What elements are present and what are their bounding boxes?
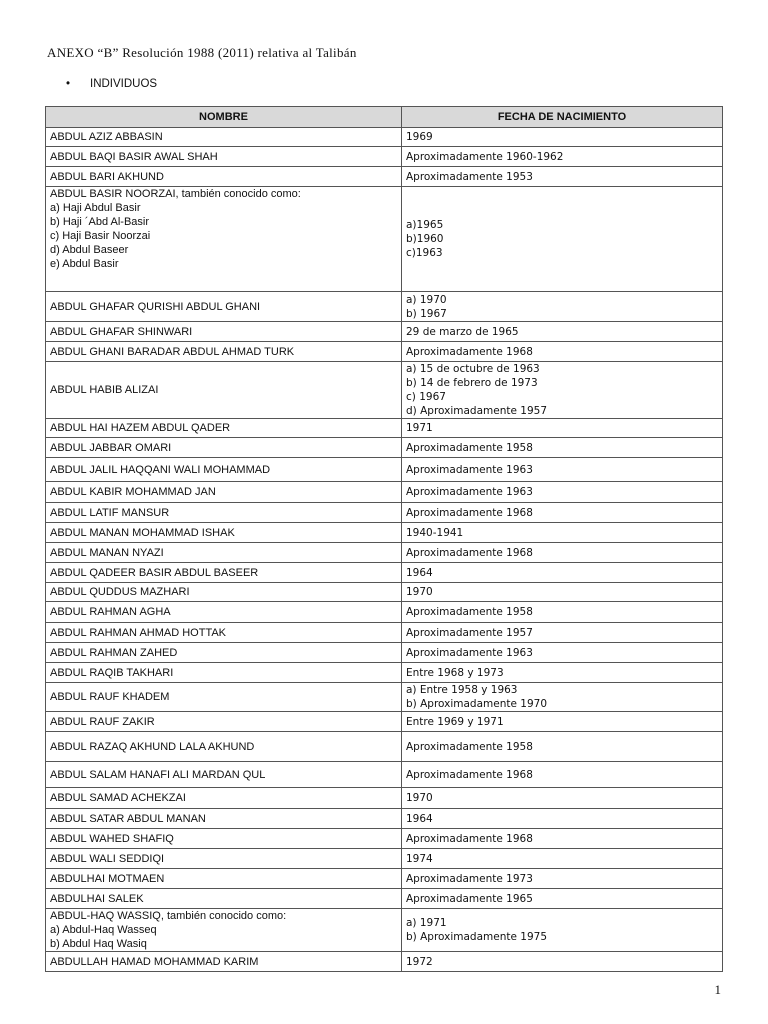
name-line: ABDUL SAMAD ACHEKZAI [50, 792, 186, 804]
table-row [46, 523, 723, 543]
table-row [46, 147, 723, 167]
birthdate-cell [402, 683, 723, 712]
table-row [46, 128, 723, 147]
table-row [46, 482, 723, 503]
table-row [46, 503, 723, 523]
name-cell [46, 643, 402, 663]
birthdate-cell [402, 762, 723, 788]
table-row [46, 419, 723, 438]
birthdate-cell [402, 788, 723, 809]
birthdate-line: a)1965 [406, 219, 444, 231]
birthdate-line: Aproximadamente 1973 [406, 872, 533, 885]
table-row [46, 849, 723, 869]
birthdate-line: Aproximadamente 1968 [406, 546, 533, 559]
name-cell [46, 909, 402, 952]
name-cell [46, 712, 402, 732]
name-line: ABDUL LATIF MANSUR [50, 506, 170, 519]
section-heading [66, 78, 157, 90]
birthdate-line: b) 1967 [406, 307, 447, 320]
column-header-name: NOMBRE [46, 107, 402, 128]
name-line: ABDUL MANAN MOHAMMAD ISHAK [50, 526, 235, 539]
name-line: ABDUL JABBAR OMARI [50, 441, 172, 454]
birthdate-cell [402, 292, 723, 322]
birthdate-line: 1964 [406, 812, 433, 825]
birthdate-line: Aproximadamente 1963 [406, 463, 533, 476]
name-line: ABDUL AZIZ ABBASIN [50, 131, 163, 143]
birthdate-line: 1970 [406, 792, 433, 804]
name-cell [46, 663, 402, 683]
name-line: e) Abdul Basir [50, 258, 119, 270]
name-cell [46, 523, 402, 543]
name-cell [46, 602, 402, 623]
table-row [46, 543, 723, 563]
name-line: b) Abdul Haq Wasiq [50, 938, 147, 950]
name-line: ABDUL WAHED SHAFIQ [50, 832, 174, 845]
birthdate-line: Entre 1968 y 1973 [406, 666, 504, 679]
birthdate-cell [402, 909, 723, 952]
name-line: ABDUL BAQI BASIR AWAL SHAH [50, 150, 218, 163]
name-cell [46, 809, 402, 829]
birthdate-cell [402, 732, 723, 762]
birthdate-line: Aproximadamente 1958 [406, 441, 533, 454]
birthdate-line: b) 14 de febrero de 1973 [406, 377, 538, 389]
birthdate-cell [402, 147, 723, 167]
name-line: ABDUL BASIR NOORZAI, también conocido como: [50, 188, 301, 200]
name-cell [46, 147, 402, 167]
table-row [46, 809, 723, 829]
name-cell [46, 458, 402, 482]
name-cell [46, 849, 402, 869]
table-row [46, 952, 723, 972]
birthdate-line: Aproximadamente 1958 [406, 740, 533, 753]
birthdate-line: 1974 [406, 852, 433, 865]
table-row [46, 869, 723, 889]
birthdate-cell [402, 419, 723, 438]
birthdate-cell [402, 712, 723, 732]
table-row [46, 167, 723, 187]
table-header-row [46, 107, 723, 128]
birthdate-line: c) 1967 [406, 391, 446, 403]
birthdate-line: b)1960 [406, 233, 444, 245]
bullet-icon: • [66, 78, 71, 90]
table-row [46, 762, 723, 788]
name-line: ABDUL RAHMAN AGHA [50, 606, 171, 618]
birthdate-line: 1964 [406, 566, 433, 579]
birthdate-cell [402, 952, 723, 972]
name-line: ABDULLAH HAMAD MOHAMMAD KARIM [50, 955, 259, 968]
birthdate-line: b) Aproximadamente 1975 [406, 931, 548, 943]
name-cell [46, 322, 402, 342]
name-cell [46, 952, 402, 972]
name-line: ABDUL RAHMAN AHMAD HOTTAK [50, 626, 227, 639]
birthdate-cell [402, 438, 723, 458]
name-line: d) Abdul Baseer [50, 244, 129, 256]
name-cell [46, 829, 402, 849]
birthdate-line: Aproximadamente 1958 [406, 606, 533, 618]
name-cell [46, 583, 402, 602]
birthdate-cell [402, 602, 723, 623]
birthdate-line: 1972 [406, 955, 433, 968]
birthdate-cell [402, 829, 723, 849]
birthdate-cell [402, 623, 723, 643]
name-line: a) Haji Abdul Basir [50, 202, 141, 214]
birthdate-line: a) 1970 [406, 293, 447, 306]
name-cell [46, 543, 402, 563]
birthdate-cell [402, 342, 723, 362]
table-row [46, 643, 723, 663]
birthdate-cell [402, 889, 723, 909]
column-header-birthdate: FECHA DE NACIMIENTO [402, 107, 723, 128]
birthdate-line: Entre 1969 y 1971 [406, 715, 504, 728]
table-row [46, 712, 723, 732]
name-cell [46, 342, 402, 362]
birthdate-line: Aproximadamente 1968 [406, 506, 533, 519]
document-title: ANEXO “B” Resolución 1988 (2011) relativa al Talibán [47, 45, 357, 60]
birthdate-cell [402, 523, 723, 543]
section-label: INDIVIDUOS [90, 78, 158, 90]
birthdate-line: Aproximadamente 1953 [406, 170, 533, 183]
name-line: ABDUL HABIB ALIZAI [50, 384, 159, 396]
table-row [46, 663, 723, 683]
birthdate-line: 29 de marzo de 1965 [406, 325, 519, 338]
name-line: ABDUL RAUF ZAKIR [50, 715, 155, 728]
name-line: ABDUL GHANI BARADAR ABDUL AHMAD TURK [50, 345, 295, 358]
name-cell [46, 362, 402, 419]
birthdate-cell [402, 583, 723, 602]
name-cell [46, 128, 402, 147]
name-line: ABDUL-HAQ WASSIQ, también conocido como: [50, 910, 287, 922]
table-row [46, 187, 723, 292]
name-cell [46, 292, 402, 322]
name-cell [46, 503, 402, 523]
name-line: ABDUL SALAM HANAFI ALI MARDAN QUL [50, 768, 266, 781]
birthdate-line: Aproximadamente 1965 [406, 892, 533, 905]
name-line: ABDUL KABIR MOHAMMAD JAN [50, 486, 216, 498]
table-row [46, 362, 723, 419]
table-row [46, 732, 723, 762]
table-row [46, 458, 723, 482]
birthdate-line: 1970 [406, 586, 433, 598]
table-row [46, 623, 723, 643]
name-cell [46, 869, 402, 889]
birthdate-line: Aproximadamente 1963 [406, 486, 533, 498]
name-line: c) Haji Basir Noorzai [50, 230, 151, 242]
birthdate-line: Aproximadamente 1963 [406, 646, 533, 659]
table-row [46, 683, 723, 712]
name-cell [46, 482, 402, 503]
name-cell [46, 167, 402, 187]
name-cell [46, 563, 402, 583]
birthdate-line: a) 1971 [406, 917, 447, 929]
birthdate-cell [402, 128, 723, 147]
name-cell [46, 623, 402, 643]
birthdate-line: d) Aproximadamente 1957 [406, 405, 548, 417]
birthdate-cell [402, 663, 723, 683]
name-line: ABDULHAI SALEK [50, 892, 144, 905]
birthdate-line: Aproximadamente 1968 [406, 345, 533, 358]
table-row [46, 583, 723, 602]
birthdate-line: b) Aproximadamente 1970 [406, 698, 548, 710]
page-number: 1 [714, 982, 721, 997]
name-line: a) Abdul-Haq Wasseq [50, 924, 157, 936]
name-line: ABDUL RAUF KHADEM [50, 691, 170, 703]
birthdate-cell [402, 503, 723, 523]
birthdate-line: 1940-1941 [406, 526, 464, 539]
birthdate-cell [402, 869, 723, 889]
table-row [46, 909, 723, 952]
name-line: ABDUL BARI AKHUND [50, 170, 164, 183]
birthdate-cell [402, 362, 723, 419]
table-row [46, 292, 723, 322]
birthdate-cell [402, 543, 723, 563]
birthdate-line: a) Entre 1958 y 1963 [406, 684, 518, 696]
table-row [46, 322, 723, 342]
name-line: b) Haji ´Abd Al-Basir [50, 216, 150, 228]
name-line: ABDUL WALI SEDDIQI [50, 852, 165, 865]
birthdate-cell [402, 482, 723, 503]
name-line: ABDUL QUDDUS MAZHARI [50, 586, 190, 598]
table-row [46, 788, 723, 809]
name-cell [46, 419, 402, 438]
name-line: ABDUL GHAFAR QURISHI ABDUL GHANI [50, 300, 261, 313]
name-line: ABDUL JALIL HAQQANI WALI MOHAMMAD [50, 463, 271, 476]
name-cell [46, 438, 402, 458]
birthdate-cell [402, 849, 723, 869]
birthdate-line: Aproximadamente 1968 [406, 768, 533, 781]
birthdate-cell [402, 643, 723, 663]
name-cell [46, 732, 402, 762]
birthdate-cell [402, 167, 723, 187]
table-row [46, 602, 723, 623]
name-cell [46, 683, 402, 712]
birthdate-cell [402, 458, 723, 482]
name-line: ABDUL SATAR ABDUL MANAN [50, 812, 206, 825]
birthdate-line: Aproximadamente 1957 [406, 626, 533, 639]
name-line: ABDUL GHAFAR SHINWARI [50, 325, 193, 338]
name-cell [46, 187, 402, 292]
name-line: ABDUL MANAN NYAZI [50, 546, 164, 559]
table-row [46, 889, 723, 909]
name-line: ABDULHAI MOTMAEN [50, 872, 165, 885]
name-line: ABDUL RAHMAN ZAHED [50, 646, 178, 659]
name-cell [46, 788, 402, 809]
table-row [46, 342, 723, 362]
birthdate-line: 1969 [406, 131, 433, 143]
table-row [46, 438, 723, 458]
individuals-table [45, 106, 723, 972]
birthdate-line: 1971 [406, 422, 433, 434]
name-line: ABDUL HAI HAZEM ABDUL QADER [50, 422, 231, 434]
birthdate-cell [402, 563, 723, 583]
birthdate-cell [402, 809, 723, 829]
birthdate-line: Aproximadamente 1960-1962 [406, 150, 564, 163]
name-cell [46, 889, 402, 909]
table-row [46, 829, 723, 849]
name-line: ABDUL RAQIB TAKHARI [50, 666, 174, 679]
name-cell [46, 762, 402, 788]
birthdate-line: c)1963 [406, 247, 443, 259]
name-line: ABDUL QADEER BASIR ABDUL BASEER [50, 566, 259, 579]
birthdate-line: a) 15 de octubre de 1963 [406, 363, 540, 375]
name-line: ABDUL RAZAQ AKHUND LALA AKHUND [50, 740, 255, 753]
birthdate-line: Aproximadamente 1968 [406, 832, 533, 845]
table-row [46, 563, 723, 583]
birthdate-cell [402, 322, 723, 342]
birthdate-cell [402, 187, 723, 292]
